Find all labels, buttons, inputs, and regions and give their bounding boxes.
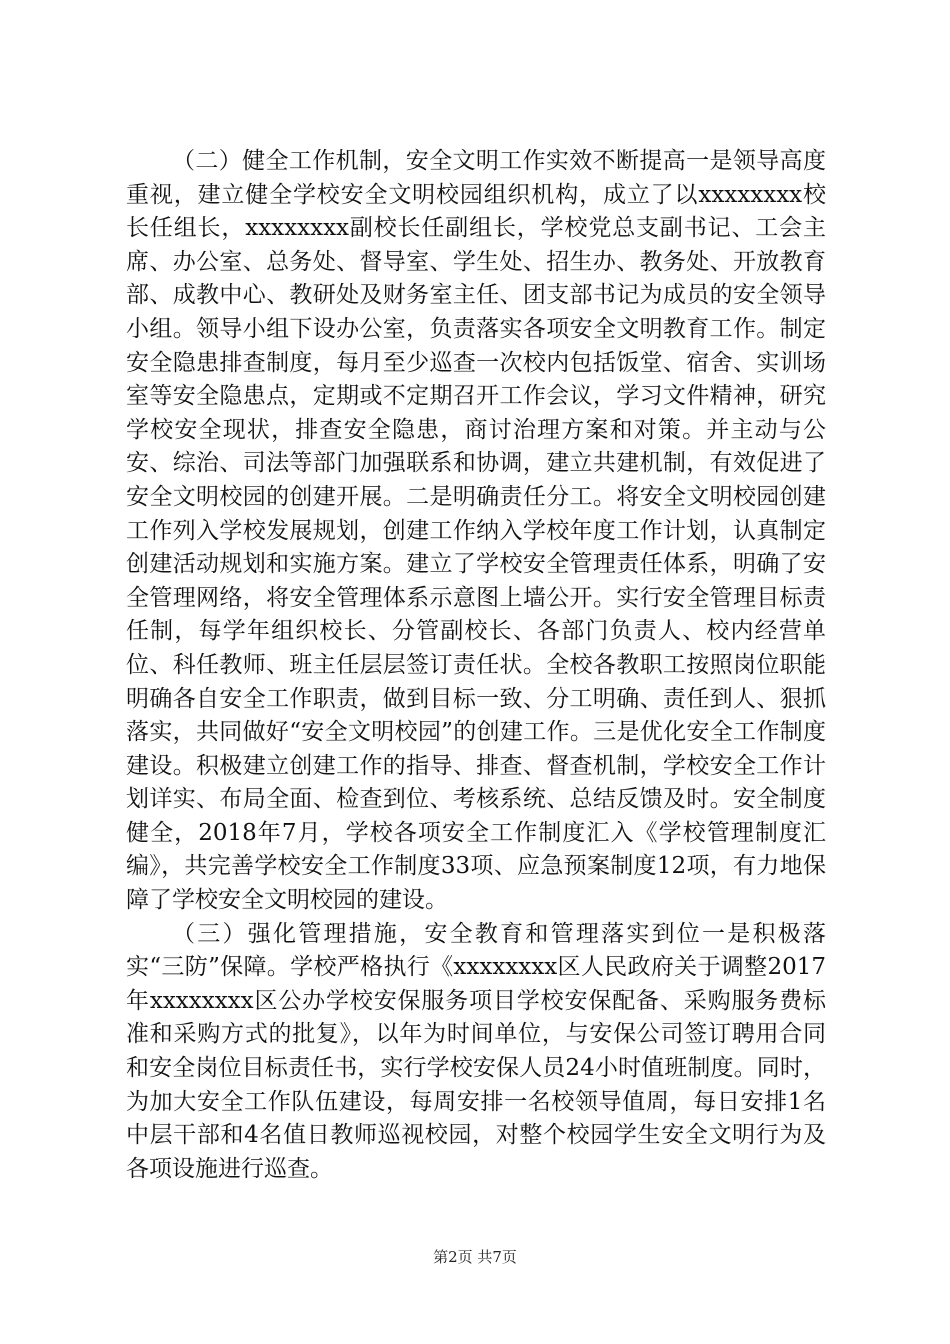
page-footer — [0, 1246, 950, 1267]
page-number: 第2页 共7页 — [433, 1248, 517, 1266]
paragraph-section-2: （二）健全工作机制，安全文明工作实效不断提高一是领导高度重视，建立健全学校安全文明校园组织机构，成立了以xxxxxxxx校长任组长，xxxxxxxx副校长任副组长，学校党总支副书记、工会主席、办公室、总务处、督导室、学生处、招生办、教务处、开放教育部、成教中心、教研处及财务室主任、团支部书记为成员的安全领导小组。领导小组下设办公室，负责落实各项安全文明教育工作。制定安全隐患排查制度，每月至少巡查一次校内包括饭堂、宿舍、实训场室等安全隐患点，定期或不定期召开工作会议，学习文件精神，研究学校安全现状，排查安全隐患，商讨治理方案和对策。并主动与公安、综治、司法等部门加强联系和协调，建立共建机制，有效促进了安全文明校园的创建开展。二是明确责任分工。将安全文明校园创建工作列入学校发展规划，创建工作纳入学校年度工作计划，认真制定创建活动规划和实施方案。建立了学校安全管理责任体系，明确了安全管理网络，将安全管理体系示意图上墙公开。实行安全管理目标责任制，每学年组织校长、分管副校长、各部门负责人、校内经营单位、科任教师、班主任层层签订责任状。全校各教职工按照岗位职能明确各自安全工作职责，做到目标一致、分工明确、责任到人、狠抓落实，共同做好“安全文明校园”的创建工作。三是优化安全工作制度建设。积极建立创建工作的指导、排查、督查机制，学校安全工作计划详实、布局全面、检查到位、考核系统、总结反馈及时。安全制度健全，2018年7月，学校各项安全工作制度汇入《学校管理制度汇编》，共完善学校安全工作制度33项、应急预案制度12项，有力地保障了学校安全文明校园的建设。 — [126, 148, 826, 914]
paragraph-section-3: （三）强化管理措施，安全教育和管理落实到位一是积极落实“三防”保障。学校严格执行《xxxxxxxx区人民政府关于调整2017年xxxxxxxx区公办学校安保服务项目学校安保配备、采购服务费标准和采购方式的批复》，以年为时间单位，与安保公司签订聘用合同和安全岗位目标责任书，实行学校安保人员24小时值班制度。同时，为加大安全工作队伍建设，每周安排一名校领导值周，每日安排1名中层干部和4名值日教师巡视校园，对整个校园学生安全文明行为及各项设施进行巡查。 — [126, 920, 826, 1182]
document-body — [126, 145, 826, 1186]
